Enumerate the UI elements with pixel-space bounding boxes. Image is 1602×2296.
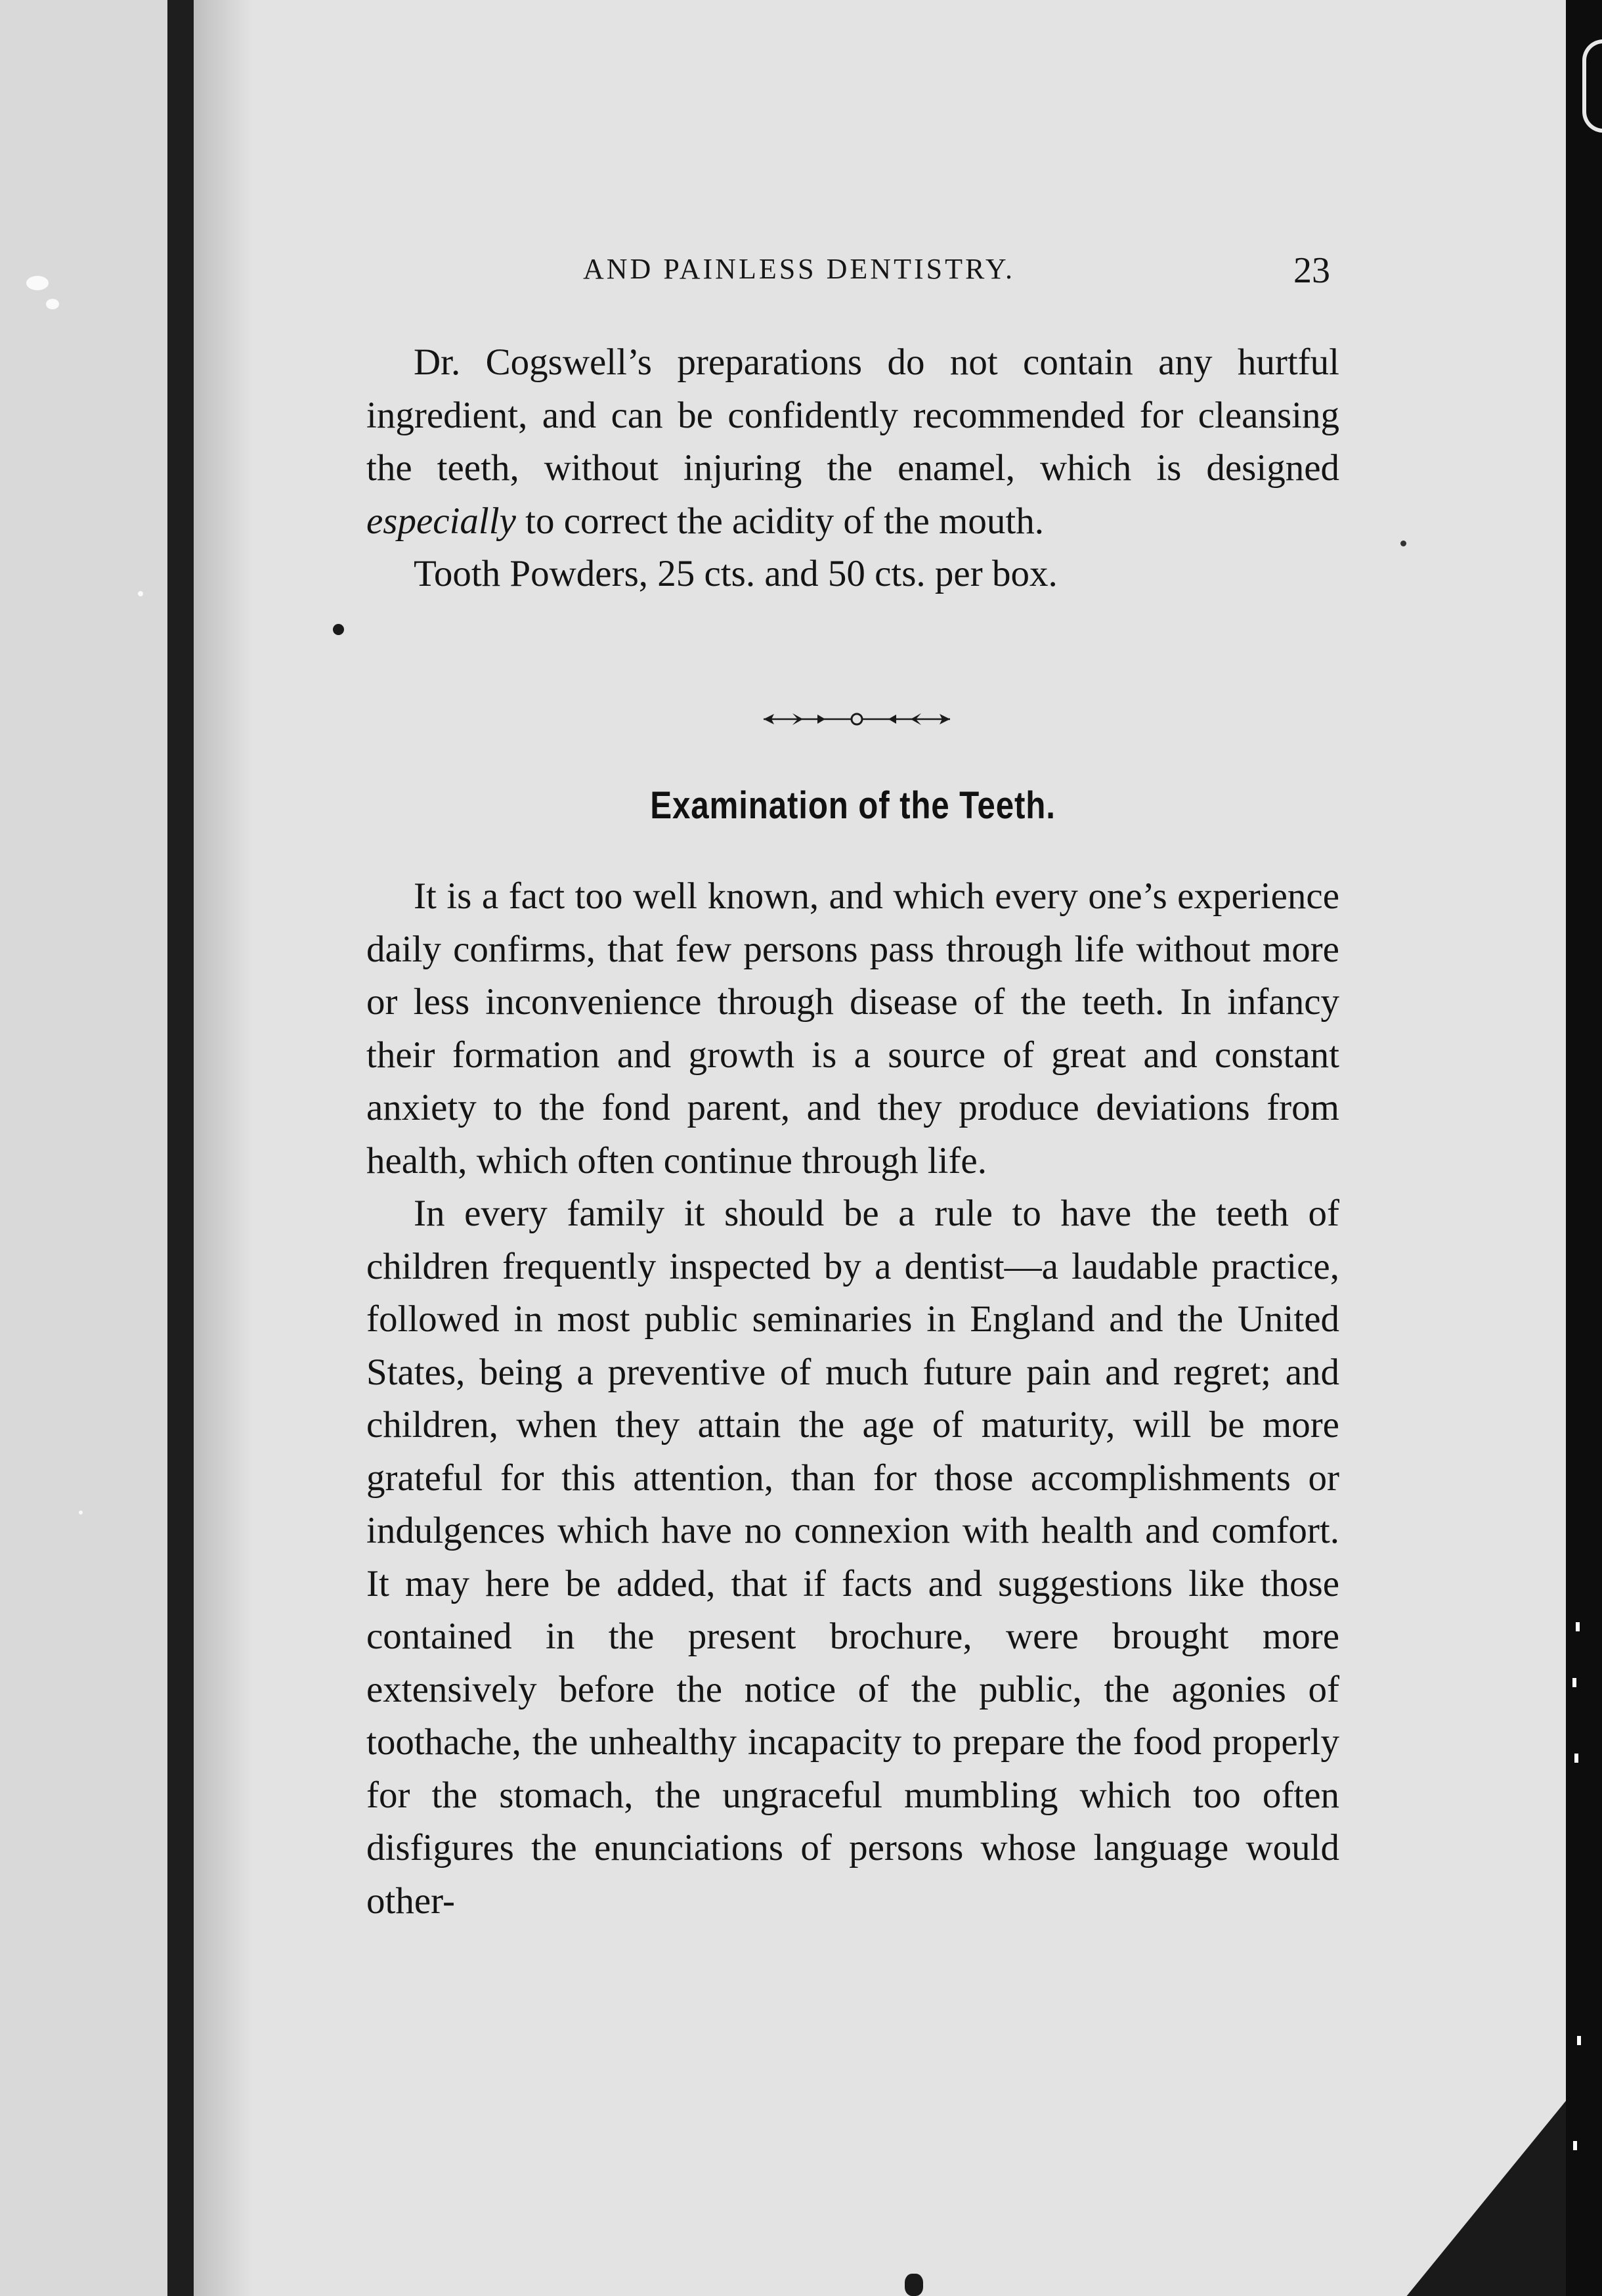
edge-speck — [1574, 1754, 1578, 1763]
examination-paragraph-1: It is a fact too well known, and which every one’s experience daily confirms, that few persons pass through life without more or less inconvenience through disease of the teeth. In infancy their formation and growth is a source of great and constant anxiety to the fond parent, and they produce deviations from health, which often continue through life. — [366, 875, 1339, 1181]
decorative-divider-ornament — [752, 703, 962, 736]
paper-speck — [138, 591, 143, 596]
preparations-text-end: to correct the acidity of the mouth. — [525, 500, 1044, 542]
price-line: Tooth Powders, 25 cts. and 50 cts. per box. — [414, 553, 1058, 594]
page-number: 23 — [1293, 250, 1330, 291]
section-heading: Examination of the Teeth. — [650, 784, 1056, 827]
facing-page-edge — [0, 0, 167, 2296]
examination-paragraph-2: In every family it should be a rule to have the teeth of children frequently inspected by a dentist—a laudable practice, followed in most public seminaries in England and the United States, being a preventive of much future pain and regret; and children, when they attain the age of maturity, will be more grateful for this attention, than for those accomplishments or indulgences which have no connexion with health and comfort. It may here be added, that if facts and suggestions like those contained in the present brochure, were brought more extensively before the notice of the public, the agonies of toothache, the unhealthy incapacity to prepare the food properly for the stomach, the ungraceful mumbling which too often disfigures the enunciations of persons whose language would other- — [366, 1193, 1339, 1922]
preparations-section — [366, 336, 1339, 601]
edge-speck — [1577, 2036, 1581, 2045]
scan-background-edge — [1566, 0, 1602, 2296]
preparations-paragraph — [366, 336, 1339, 548]
emphasis-word: especially — [366, 500, 516, 542]
examination-section — [366, 870, 1339, 1928]
preparations-text: Dr. Cogswell’s preparations do not contain any hurtful ingredient, and can be confidently recommended for cleansing the teeth, without injuring the enamel, which is designed — [366, 342, 1339, 489]
running-head: AND PAINLESS DENTISTRY. — [583, 253, 1015, 285]
scanner-clip-mark — [1582, 39, 1602, 133]
paper-speck — [26, 276, 49, 290]
ink-speck — [1400, 541, 1406, 546]
edge-speck — [1576, 1622, 1580, 1631]
paper-speck — [79, 1511, 83, 1514]
paper-speck — [46, 299, 59, 309]
bullet-dot — [333, 624, 344, 635]
edge-speck — [1573, 2141, 1577, 2150]
edge-speck — [1572, 1678, 1576, 1687]
ink-speck — [905, 2274, 923, 2296]
book-gutter — [167, 0, 194, 2296]
